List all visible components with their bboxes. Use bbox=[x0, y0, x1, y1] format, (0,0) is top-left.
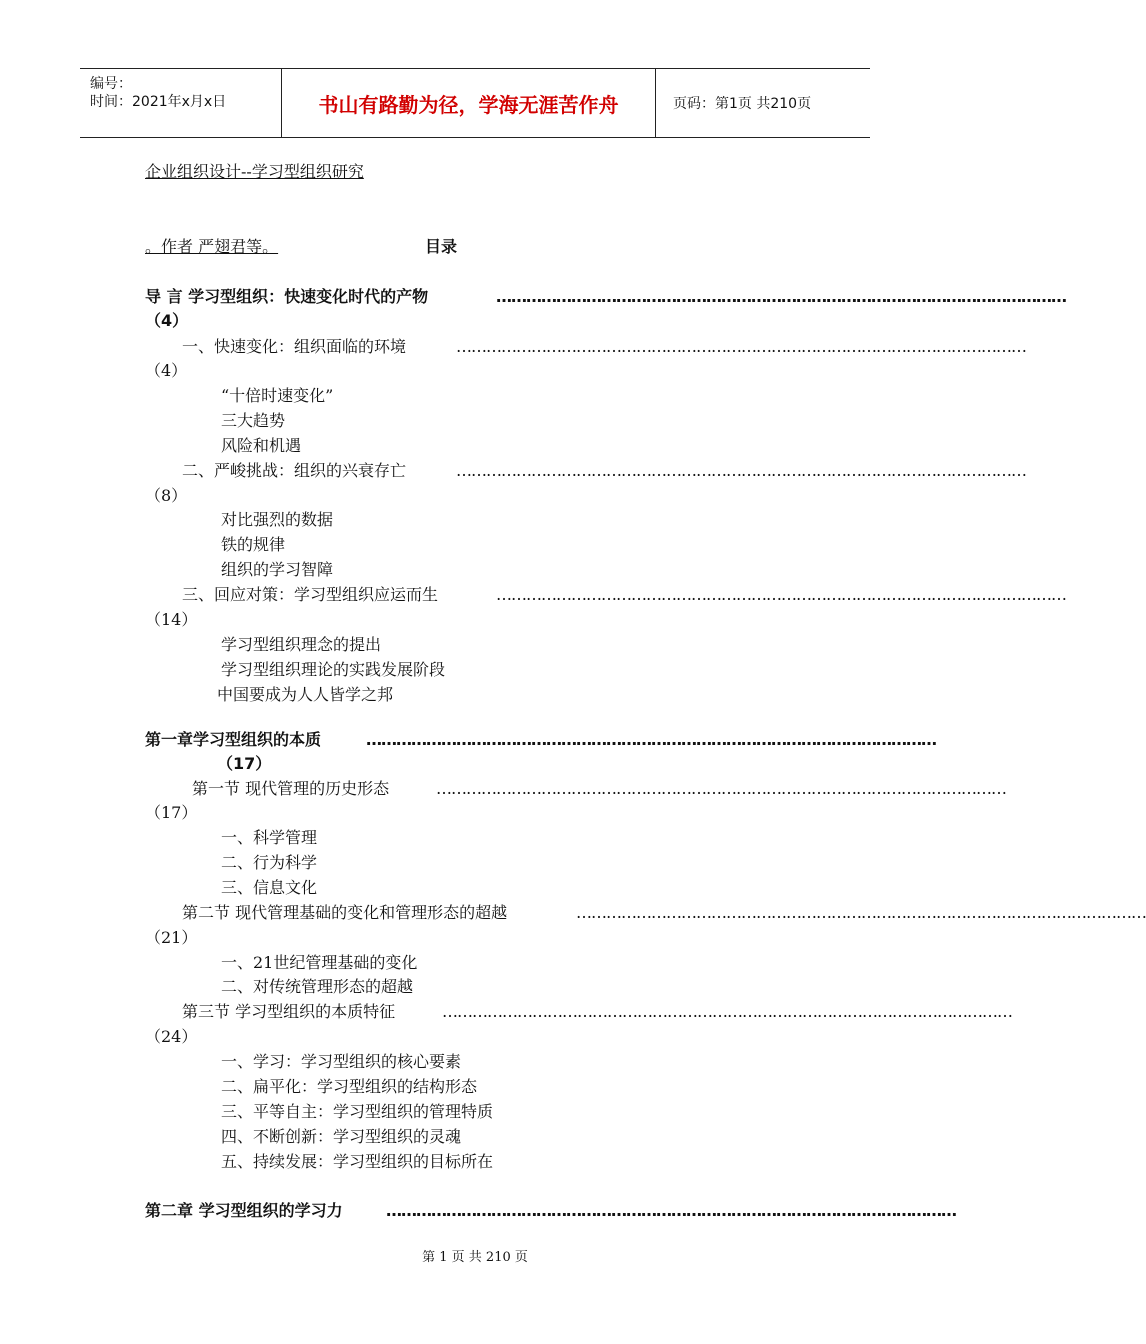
toc-subitem: 中国要成为人人皆学之邦 bbox=[217, 685, 394, 704]
page-footer: 第 1 页 共 210 页 bbox=[422, 1250, 528, 1265]
header-meta bbox=[80, 69, 280, 137]
toc-intro-title: 导 言 学习型组织：快速变化时代的产物 bbox=[145, 287, 429, 306]
toc-page: （4） bbox=[145, 361, 188, 380]
leader-dots: …………………………………………………………………………………………………… bbox=[496, 585, 1066, 604]
toc-subitem: 五、持续发展：学习型组织的目标所在 bbox=[221, 1152, 494, 1171]
toc-subitem: 三、平等自主：学习型组织的管理特质 bbox=[221, 1102, 494, 1121]
toc-page: （14） bbox=[145, 610, 198, 629]
toc-subitem: 一、科学管理 bbox=[221, 828, 318, 847]
leader-dots: …………………………………………………………………………………………………… bbox=[496, 287, 1066, 306]
toc-page: （24） bbox=[145, 1027, 198, 1046]
toc-subitem: 学习型组织理论的实践发展阶段 bbox=[221, 660, 446, 679]
leader-dots: …………………………………………………………………………………………………… bbox=[456, 337, 1026, 356]
toc-subitem: 铁的规律 bbox=[221, 535, 286, 554]
leader-dots: …………………………………………………………………………………………………… bbox=[576, 903, 1146, 922]
toc-page: （17） bbox=[145, 803, 198, 822]
leader-dots: …………………………………………………………………………………………………… bbox=[386, 1201, 956, 1220]
toc-section: 第三节 学习型组织的本质特征 bbox=[182, 1002, 396, 1021]
toc-chapter-title: 第一章学习型组织的本质 bbox=[145, 730, 322, 749]
toc-subitem: 学习型组织理念的提出 bbox=[221, 635, 382, 654]
motto: 书山有路勤为径，学海无涯苦作舟 bbox=[281, 69, 656, 137]
toc-item: 三、回应对策：学习型组织应运而生 bbox=[182, 585, 439, 604]
time-label: 时间：2021年x月x日 bbox=[90, 94, 227, 110]
toc-subitem: “十倍时速变化” bbox=[221, 386, 334, 405]
toc-subitem: 二、对传统管理形态的超越 bbox=[221, 977, 414, 996]
document-title: 企业组织设计--学习型组织研究 bbox=[145, 162, 364, 181]
toc-subitem: 一、21世纪管理基础的变化 bbox=[221, 953, 418, 972]
toc-section: 第一节 现代管理的历史形态 bbox=[192, 779, 390, 798]
page-info-text: 页码：第1页 共210页 bbox=[673, 96, 812, 112]
leader-dots: …………………………………………………………………………………………………… bbox=[456, 461, 1026, 480]
toc-section: 第二节 现代管理基础的变化和管理形态的超越 bbox=[182, 903, 508, 922]
page-info bbox=[663, 69, 870, 137]
header-table bbox=[80, 68, 870, 138]
toc-subitem: 二、扁平化：学习型组织的结构形态 bbox=[221, 1077, 478, 1096]
toc-intro-page: （4） bbox=[145, 311, 189, 330]
toc-chapter-page: （17） bbox=[217, 754, 272, 773]
toc-subitem: 二、行为科学 bbox=[221, 853, 318, 872]
toc-subitem: 三大趋势 bbox=[221, 411, 286, 430]
leader-dots: …………………………………………………………………………………………………… bbox=[366, 730, 936, 749]
toc-subitem: 一、学习：学习型组织的核心要素 bbox=[221, 1052, 462, 1071]
toc-subitem: 对比强烈的数据 bbox=[221, 510, 334, 529]
toc-title: 目录 bbox=[425, 237, 458, 256]
toc-subitem: 组织的学习智障 bbox=[221, 560, 334, 579]
leader-dots: …………………………………………………………………………………………………… bbox=[442, 1002, 1012, 1021]
toc-subitem: 四、不断创新：学习型组织的灵魂 bbox=[221, 1127, 462, 1146]
toc-chapter-title: 第二章 学习型组织的学习力 bbox=[145, 1201, 343, 1220]
author-line: 。作者 严翅君等。 bbox=[145, 237, 279, 256]
leader-dots: …………………………………………………………………………………………………… bbox=[436, 779, 1006, 798]
toc-page: （8） bbox=[145, 486, 188, 505]
toc-page: （21） bbox=[145, 928, 198, 947]
toc-subitem: 三、信息文化 bbox=[221, 878, 318, 897]
number-label: 编号： bbox=[90, 76, 132, 92]
toc-item: 二、严峻挑战：组织的兴衰存亡 bbox=[182, 461, 407, 480]
toc-subitem: 风险和机遇 bbox=[221, 436, 302, 455]
toc-item: 一、快速变化：组织面临的环境 bbox=[182, 337, 407, 356]
